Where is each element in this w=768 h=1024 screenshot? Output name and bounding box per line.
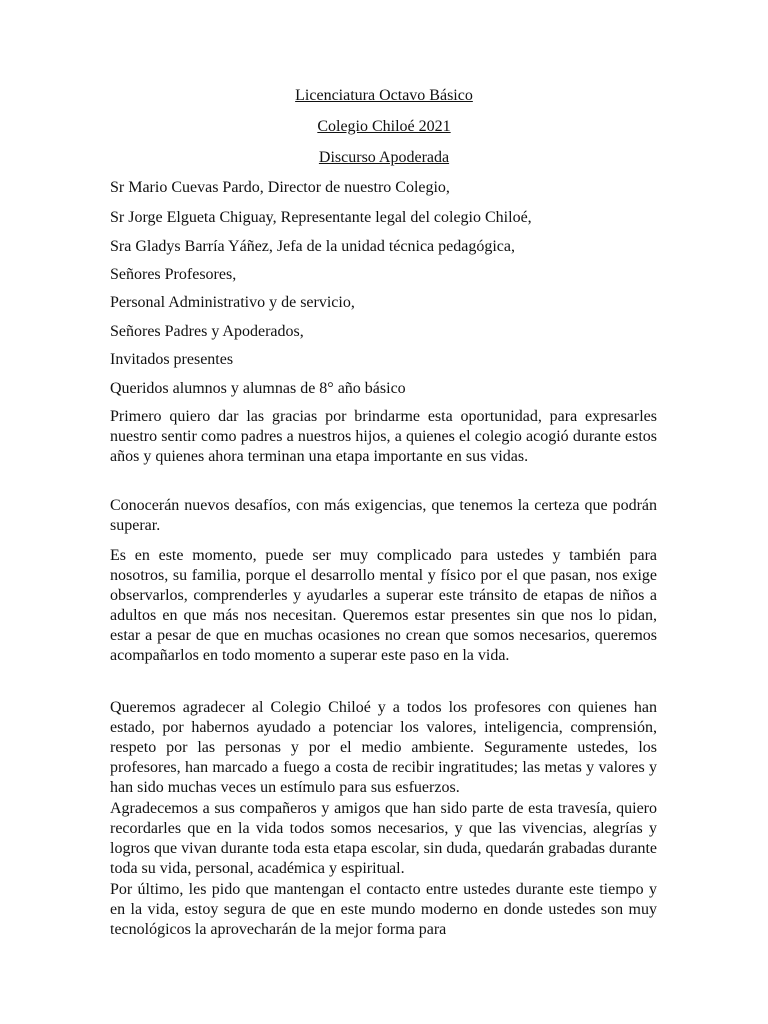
- school-name: Colegio Chiloé 2021: [317, 118, 451, 135]
- paragraph: Conocerán nuevos desafíos, con más exigencias, que tenemos la certeza que podrán superar.: [110, 497, 657, 534]
- salutation-line: Queridos alumnos y alumnas de 8° año básico: [110, 380, 406, 397]
- school-line: [0, 117, 768, 137]
- subtitle-line: [0, 148, 768, 168]
- speech-subtitle: Discurso Apoderada: [318, 149, 450, 166]
- paragraph: Es en este momento, puede ser muy complicado para ustedes y también para nosotros, su familia, porque el desarrollo mental y físico por el que pasan, nos exige observarlos, comprenderles y ayudarles a superar este tránsito de etapas de niños a adultos en que más nos necesitan. Queremos estar presentes sin que nos lo pidan, estar a pesar de que en muchas ocasiones no crean que somos necesarios, queremos acompañarlos en todo momento a superar este paso en la vida.: [110, 547, 657, 664]
- salutation-line: Sra Gladys Barría Yáñez, Jefa de la unidad técnica pedagógica,: [110, 238, 515, 255]
- paragraph: Agradecemos a sus compañeros y amigos que han sido parte de esta travesía, quiero recordarles que en la vida todos somos necesarios, y que las vivencias, alegrías y logros que vivan durante toda esta etapa escolar, sin duda, quedarán grabadas durante toda su vida, personal, académica y espiritual.: [110, 800, 657, 877]
- salutation-line: Personal Administrativo y de servicio,: [110, 294, 355, 311]
- document-title: Licenciatura Octavo Básico: [295, 87, 473, 104]
- salutation-line: Sr Mario Cuevas Pardo, Director de nuestro Colegio,: [110, 179, 450, 196]
- paragraph: Primero quiero dar las gracias por brindarme esta oportunidad, para expresarles nuestro sentir como padres a nuestros hijos, a quienes el colegio acogió durante estos años y quienes ahora terminan una etapa importante en sus vidas.: [110, 408, 657, 465]
- salutation-line: Señores Profesores,: [110, 266, 237, 283]
- title-line: [0, 86, 768, 106]
- paragraph: Por último, les pido que mantengan el contacto entre ustedes durante este tiempo y en la vida, estoy segura de que en este mundo moderno en donde ustedes son muy tecnológicos la aprovecharán de la mejor forma para: [110, 881, 657, 938]
- salutation-line: Invitados presentes: [110, 351, 234, 368]
- salutation-line: Sr Jorge Elgueta Chiguay, Representante legal del colegio Chiloé,: [110, 209, 532, 226]
- salutation-line: Señores Padres y Apoderados,: [110, 323, 304, 340]
- paragraph: Queremos agradecer al Colegio Chiloé y a todos los profesores con quienes han estado, por habernos ayudado a potenciar los valores, inteligencia, comprensión, respeto por las personas y por el medio ambiente. Seguramente ustedes, los profesores, han marcado a fuego a costa de recibir ingratitudes; las metas y valores y han sido muchas veces un estímulo para sus esfuerzos.: [110, 699, 657, 796]
